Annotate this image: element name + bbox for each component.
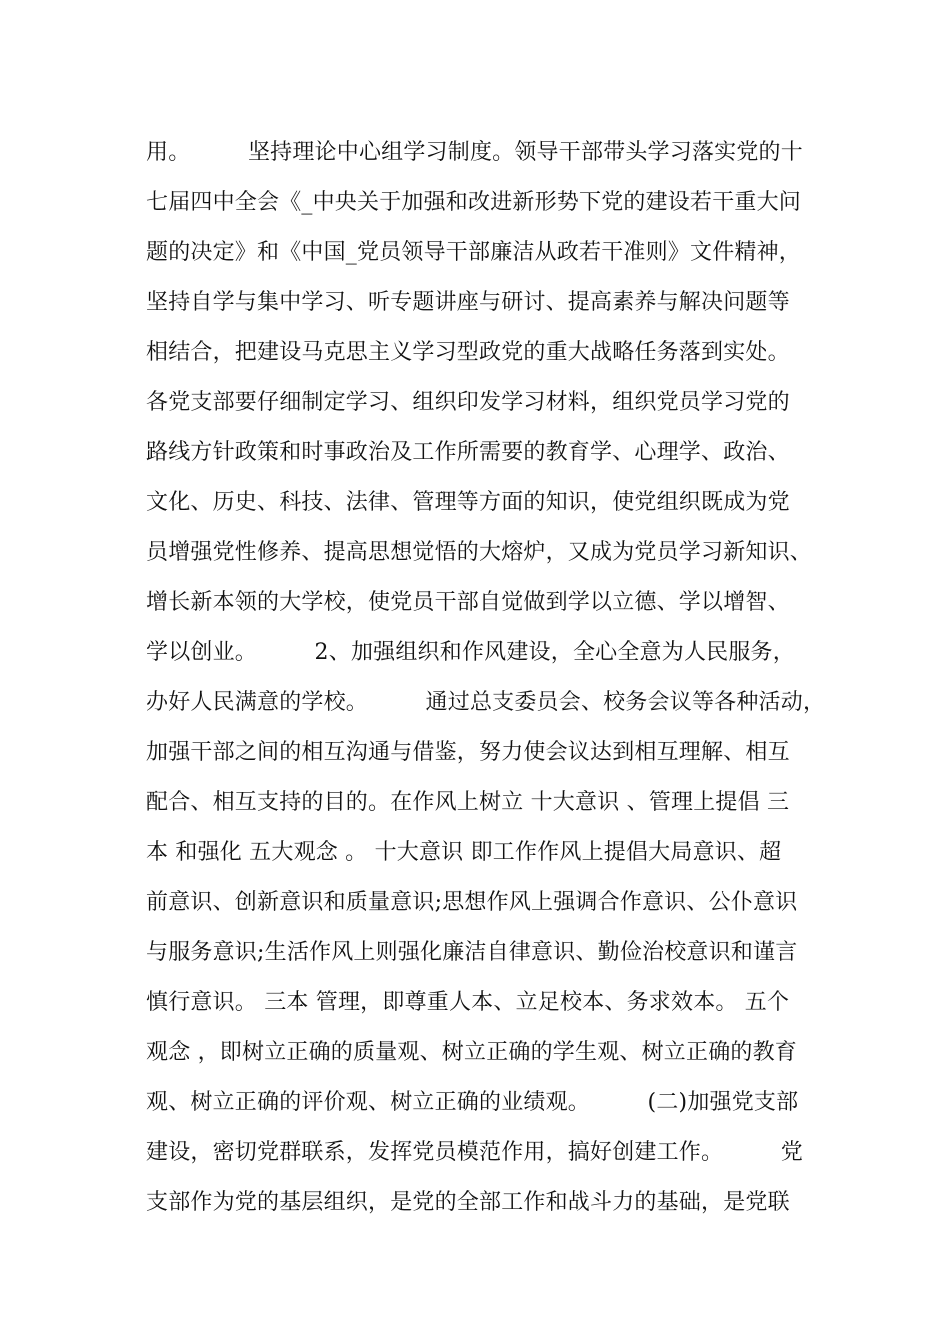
- text-line: 支部作为党的基层组织，是党的全部工作和战斗力的基础，是党联: [146, 1190, 790, 1215]
- text-line: 观、树立正确的评价观、树立正确的业绩观。 (二)加强党支部: [146, 1090, 799, 1115]
- text-line: 配合、相互支持的目的。在作风上树立 十大意识 、管理上提倡 三: [146, 790, 790, 815]
- text-line: 办好人民满意的学校。 通过总支委员会、校务会议等各种活动，: [146, 690, 826, 715]
- text-line: 各党支部要仔细制定学习、组织印发学习材料，组织党员学习党的: [146, 390, 790, 415]
- text-line: 路线方针政策和时事政治及工作所需要的教育学、心理学、政治、: [146, 440, 790, 465]
- text-line: 前意识、创新意识和质量意识;思想作风上强调合作意识、公仆意识: [146, 890, 798, 915]
- text-line: 加强干部之间的相互沟通与借鉴，努力使会议达到相互理解、相互: [146, 740, 790, 765]
- text-line: 用。 坚持理论中心组学习制度。领导干部带头学习落实党的十: [146, 140, 803, 165]
- text-line: 建设，密切党群联系，发挥党员模范作用，搞好创建工作。 党: [146, 1140, 803, 1165]
- text-line: 相结合，把建设马克思主义学习型政党的重大战略任务落到实处。: [146, 340, 790, 365]
- document-body: [146, 128, 836, 1228]
- text-line: 与服务意识;生活作风上则强化廉洁自律意识、勤俭治校意识和谨言: [146, 940, 798, 965]
- text-line: 增长新本领的大学校，使党员干部自觉做到学以立德、学以增智、: [146, 590, 790, 615]
- text-line: 文化、历史、科技、法律、管理等方面的知识，使党组织既成为党: [146, 490, 790, 515]
- text-line: 七届四中全会《_中央关于加强和改进新形势下党的建设若干重大问: [146, 190, 802, 215]
- text-line: 慎行意识。 三本 管理，即尊重人本、立足校本、务求效本。 五个: [146, 990, 790, 1015]
- text-line: 坚持自学与集中学习、听专题讲座与研讨、提高素养与解决问题等: [146, 290, 790, 315]
- text-line: 员增强党性修养、提高思想觉悟的大熔炉，又成为党员学习新知识、: [146, 540, 813, 565]
- text-line: 观念 ，即树立正确的质量观、树立正确的学生观、树立正确的教育: [146, 1040, 797, 1065]
- text-line: 本 和强化 五大观念 。 十大意识 即工作作风上提倡大局意识、超: [146, 840, 782, 865]
- text-line: 题的决定》和《中国_党员领导干部廉洁从政若干准则》文件精神，: [146, 240, 802, 265]
- text-line: 学以创业。 2、加强组织和作风建设，全心全意为人民服务，: [146, 640, 795, 665]
